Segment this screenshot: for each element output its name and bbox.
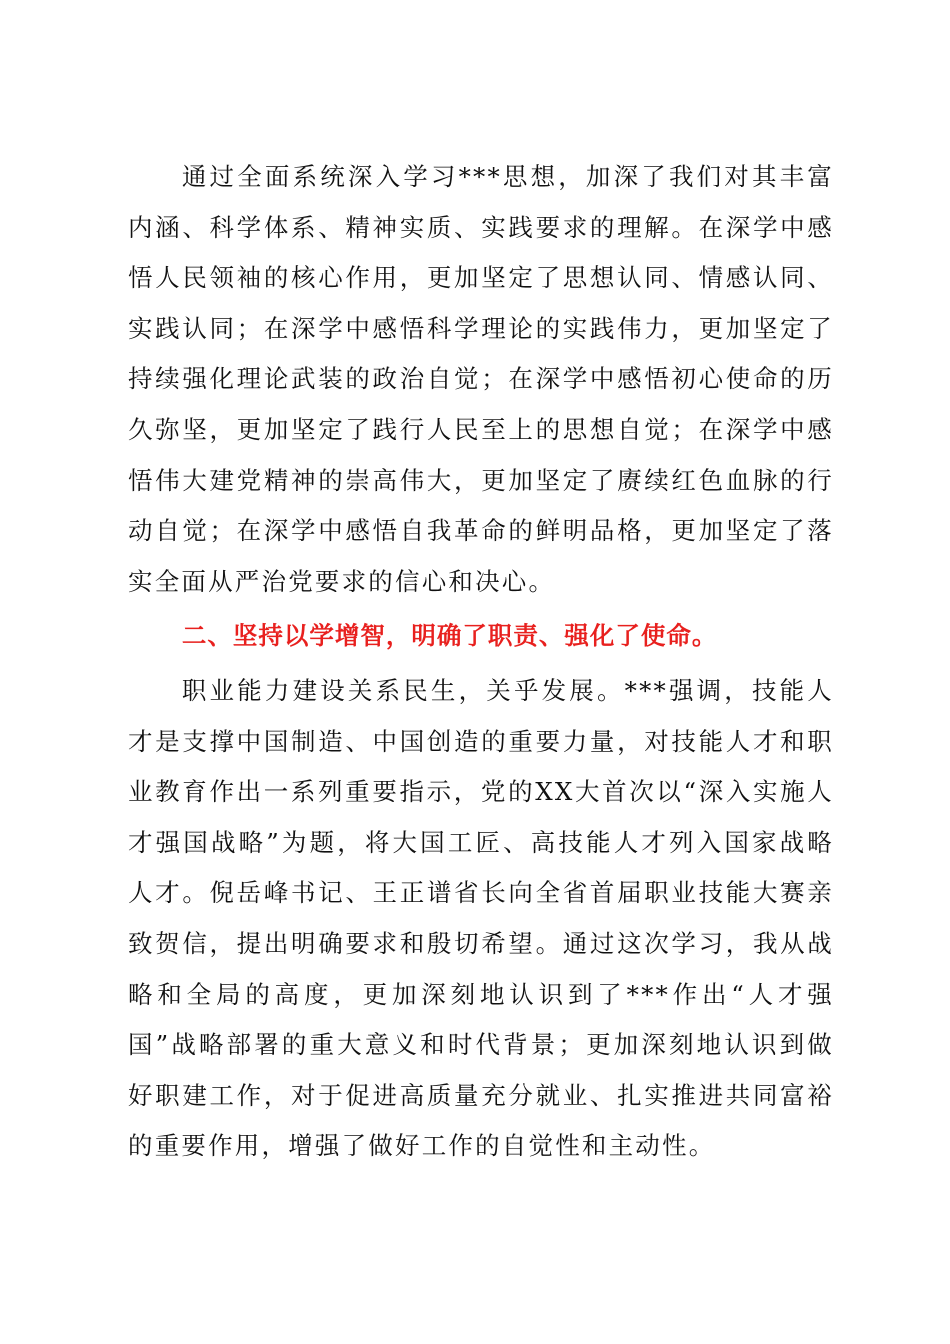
section-heading-two: 二、坚持以学增智，明确了职责、强化了使命。 xyxy=(181,621,718,651)
paragraph-study-thought: 通过全面系统深入学习***思想，加深了我们对其丰富内涵、科学体系、精神实质、实践要求的理解。在深学中感悟人民领袖的核心作用，更加坚定了思想认同、情感认同、实践认同；在深学中感悟科学理论的实践伟力，更加坚定了持续强化理论武装的政治自觉；在深学中感悟初心使命的历久弥坚，更加坚定了践行人民至上的思想自觉；在深学中感悟伟大建党精神的崇高伟大，更加坚定了赓续红色血脉的行动自觉；在深学中感悟自我革命的鲜明品格，更加坚定了落实全面从严治党要求的信心和决心。 xyxy=(128,162,834,596)
paragraph-vocational-ability: 职业能力建设关系民生，关乎发展。***强调，技能人才是支撑中国制造、中国创造的重要力量，对技能人才和职业教育作出一系列重要指示，党的XX大首次以“深入实施人才强国战略”为题，将大国工匠、高技能人才列入国家战略人才。倪岳峰书记、王正谱省长向全省首届职业技能大赛亲致贺信，提出明确要求和殷切希望。通过这次学习，我从战略和全局的高度，更加深刻地认识到了***作出“人才强国”战略部署的重大意义和时代背景；更加深刻地认识到做好职建工作，对于促进高质量充分就业、扎实推进共同富裕的重要作用，增强了做好工作的自觉性和主动性。 xyxy=(128,675,834,1161)
document-body xyxy=(128,152,834,1172)
